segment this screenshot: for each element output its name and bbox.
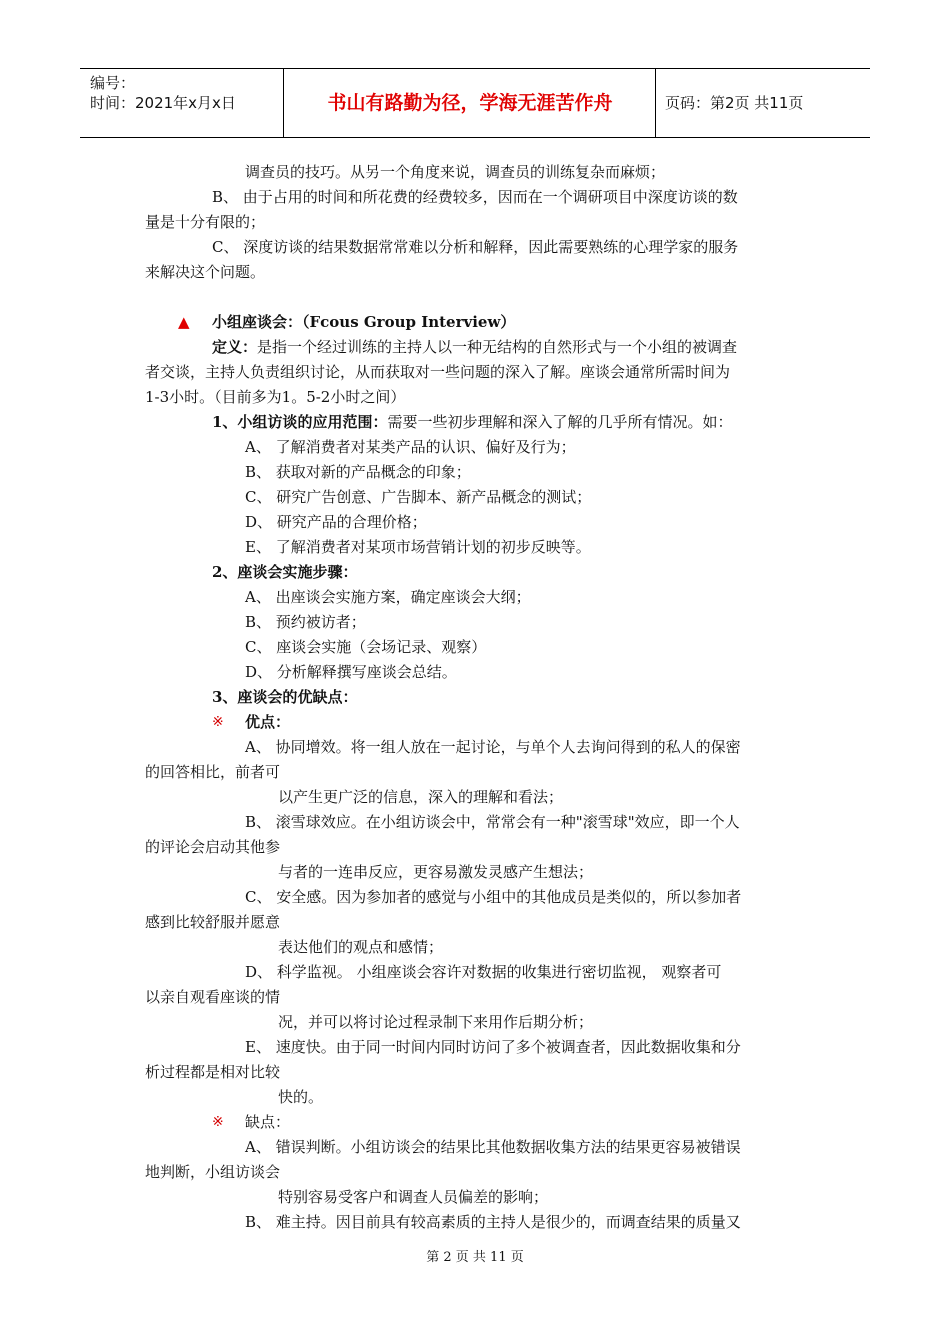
body-line: B、 由于占用的时间和所花费的经费较多，因而在一个调研项目中深度访谈的数 <box>212 188 738 206</box>
section-title: 小组座谈会：（Fcous Group Interview） <box>212 313 516 331</box>
list-item: D、 研究产品的合理价格； <box>245 513 427 531</box>
body-line: 况，并可以将讨论过程录制下来用作后期分析； <box>278 1013 594 1031</box>
body-line: 的评论会启动其他参 <box>145 838 281 856</box>
list-item: B、 滚雪球效应。在小组访谈会中，常常会有一种"滚雪球"效应，即一个人 <box>245 813 740 831</box>
body-line: 1-3小时。（目前多为1。5-2小时之间） <box>145 388 406 406</box>
body-line: C、 深度访谈的结果数据常常难以分析和解释，因此需要熟练的心理学家的服务 <box>212 238 739 256</box>
body-line: 来解决这个问题。 <box>145 263 266 281</box>
body-line: 析过程都是相对比较 <box>145 1063 281 1081</box>
list-item: A、 协同增效。将一组人放在一起讨论，与单个人去询问得到的私人的保密 <box>245 738 741 756</box>
body-line: 量是十分有限的； <box>145 213 266 231</box>
list-item: C、 安全感。因为参加者的感觉与小组中的其他成员是类似的，所以参加者 <box>245 888 742 906</box>
definition-label: 定义： <box>212 338 258 356</box>
body-line: 者交谈，主持人负责组织讨论，从而获取对一些问题的深入了解。座谈会通常所需时间为 <box>145 363 731 381</box>
subsection-2-label: 2、座谈会实施步骤： <box>212 563 358 581</box>
header-motto: 书山有路勤为径，学海无涯苦作舟 <box>327 92 613 114</box>
body-line: 以产生更广泛的信息，深入的理解和看法； <box>278 788 564 806</box>
number-label: 编号： <box>90 74 136 92</box>
list-item: B、 预约被访者； <box>245 613 366 631</box>
list-item: C、 座谈会实施（会场记录、观察） <box>245 638 487 656</box>
header-page-label: 页码：第2页 共11页 <box>665 94 804 112</box>
list-item: B、 难主持。因目前具有较高素质的主持人是很少的，而调查结果的质量又 <box>245 1213 741 1231</box>
date-line: 时间：2021年x月x日 <box>90 94 236 112</box>
subsection-1-text: 需要一些初步理解和深入了解的几乎所有情况。如： <box>387 413 733 431</box>
cons-label: 缺点： <box>245 1113 291 1131</box>
definition-text: 是指一个经过训练的主持人以一种无结构的自然形式与一个小组的被调查 <box>257 338 738 356</box>
pros-label: 优点： <box>245 713 291 731</box>
subsection-1 <box>212 412 732 432</box>
list-item: D、 分析解释撰写座谈会总结。 <box>245 663 457 681</box>
header-divider <box>655 69 656 137</box>
body-line: 地判断，小组访谈会 <box>145 1163 281 1181</box>
reference-mark-icon: ※ <box>212 714 224 730</box>
body-line: 表达他们的观点和感情； <box>278 938 444 956</box>
body-line: 快的。 <box>278 1088 324 1106</box>
body-line: 与者的一连串反应，更容易激发灵感产生想法； <box>278 863 594 881</box>
triangle-marker-icon: ▲ <box>178 313 190 331</box>
body-line: 以亲自观看座谈的情 <box>145 988 281 1006</box>
body-line: 调查员的技巧。从另一个角度来说，调查员的训练复杂而麻烦； <box>245 163 666 181</box>
body-line: 特别容易受客户和调查人员偏差的影响； <box>278 1188 549 1206</box>
header-meta <box>90 73 236 113</box>
list-item: A、 错误判断。小组访谈会的结果比其他数据收集方法的结果更容易被错误 <box>245 1138 741 1156</box>
list-item: A、 了解消费者对某类产品的认识、偏好及行为； <box>245 438 576 456</box>
page-footer: 第 2 页 共 11 页 <box>426 1250 524 1265</box>
list-item: B、 获取对新的产品概念的印象； <box>245 463 471 481</box>
list-item: A、 出座谈会实施方案，确定座谈会大纲； <box>245 588 531 606</box>
header-divider <box>283 69 284 137</box>
body-line: 感到比较舒服并愿意 <box>145 913 281 931</box>
list-item: E、 速度快。由于同一时间内同时访问了多个被调查者，因此数据收集和分 <box>245 1038 741 1056</box>
subsection-3-label: 3、座谈会的优缺点： <box>212 688 358 706</box>
page-header <box>80 68 870 138</box>
body-line: 的回答相比，前者可 <box>145 763 281 781</box>
list-item: E、 了解消费者对某项市场营销计划的初步反映等。 <box>245 538 591 556</box>
list-item: D、 科学监视。 小组座谈会容许对数据的收集进行密切监视， 观察者可 <box>245 963 722 981</box>
definition-line <box>212 337 737 357</box>
reference-mark-icon: ※ <box>212 1114 224 1130</box>
list-item: C、 研究广告创意、广告脚本、新产品概念的测试； <box>245 488 592 506</box>
subsection-1-label: 1、小组访谈的应用范围： <box>212 413 388 431</box>
